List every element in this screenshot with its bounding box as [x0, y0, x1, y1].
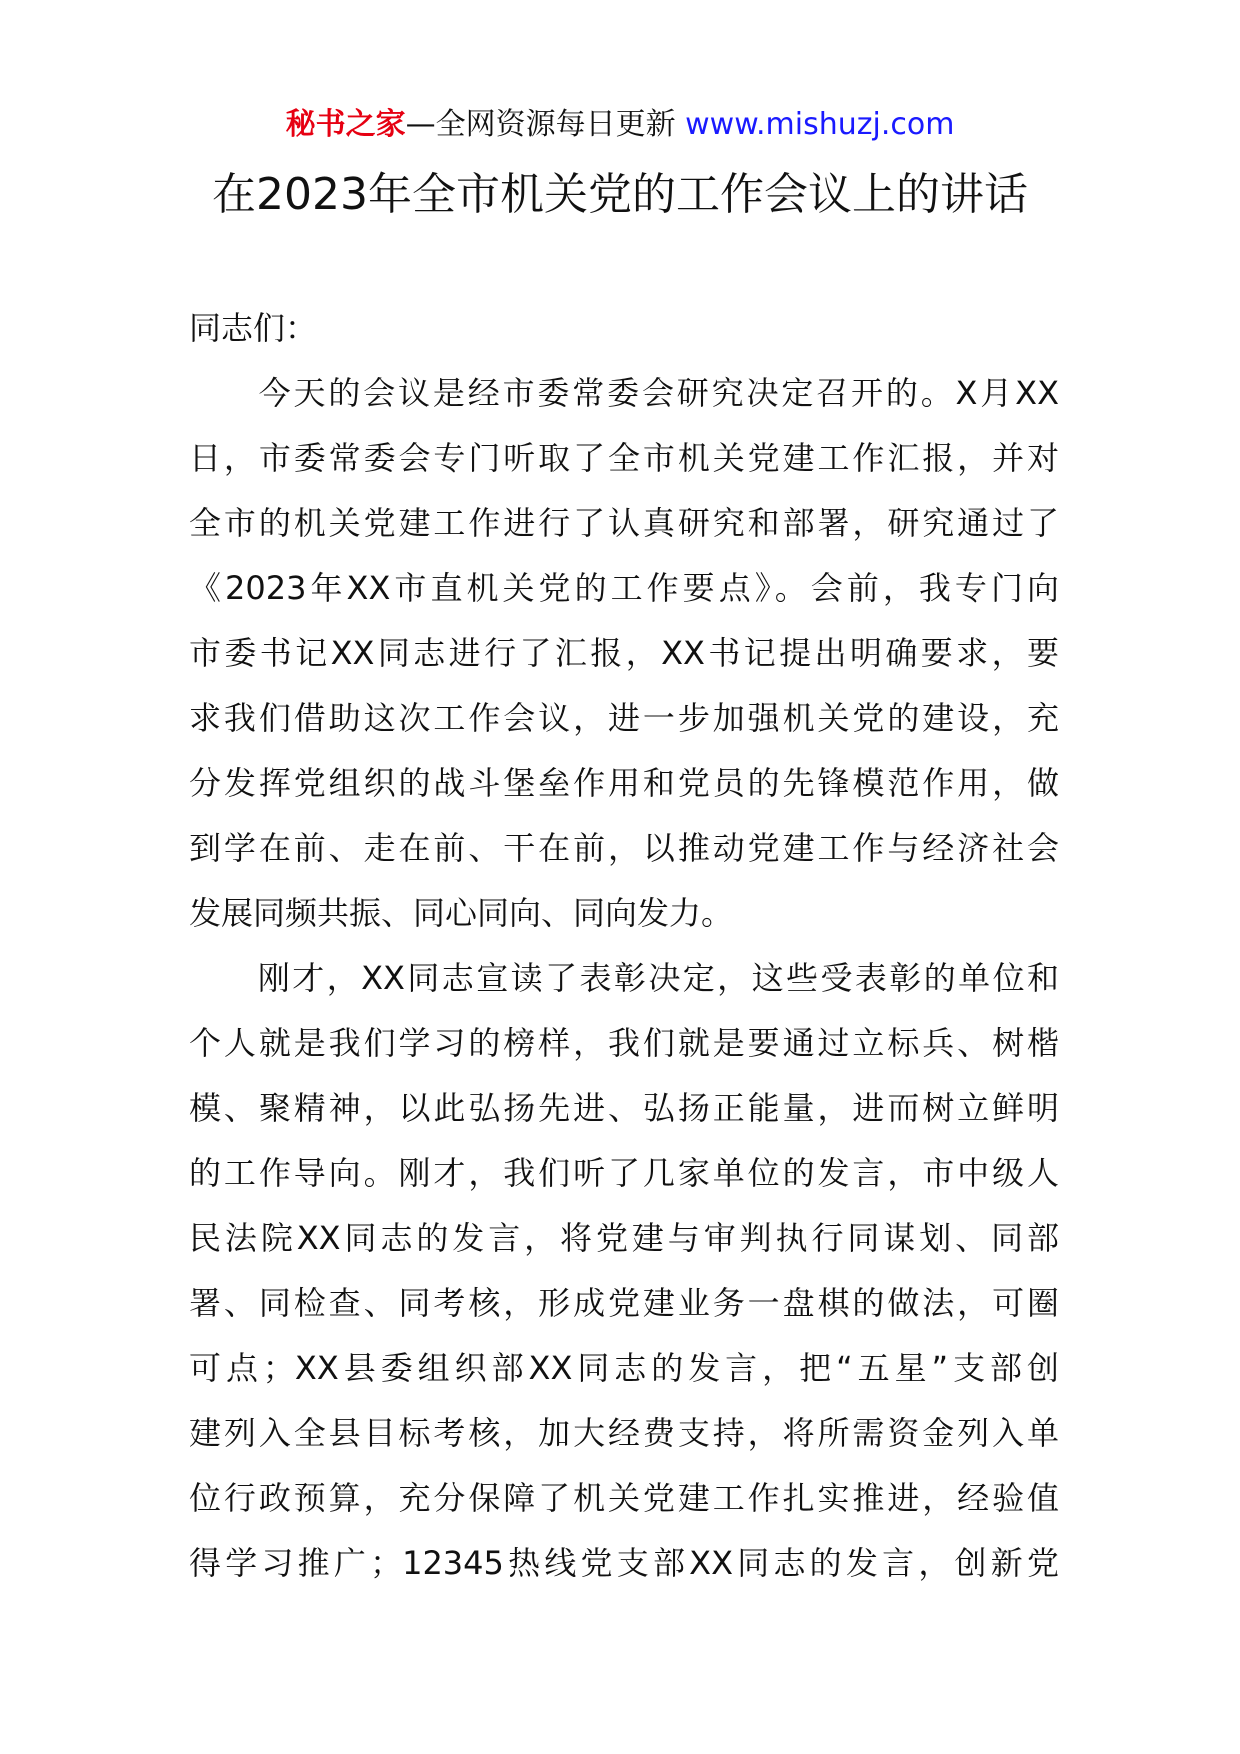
- brand-name: 秘书之家: [285, 107, 406, 142]
- text-line: 刚才，XX同志宣读了表彰决定，这些受表彰的单位和: [189, 959, 1059, 997]
- text-line: 的工作导向。刚才，我们听了几家单位的发言，市中级人: [189, 1154, 1059, 1192]
- text-line: 发展同频共振、同心同向、同向发力。: [189, 894, 734, 932]
- header-tagline: —全网资源每日更新: [405, 107, 686, 142]
- text-line: 到学在前、走在前、干在前，以推动党建工作与经济社会: [189, 829, 1059, 867]
- document-title: 在2023年全市机关党的工作会议上的讲话: [212, 169, 1028, 220]
- text-line: 市委书记XX同志进行了汇报，XX书记提出明确要求，要: [189, 634, 1059, 672]
- text-line: 模、聚精神，以此弘扬先进、弘扬正能量，进而树立鲜明: [189, 1089, 1059, 1127]
- text-line: 日，市委常委会专门听取了全市机关党建工作汇报，并对: [189, 439, 1059, 477]
- text-line: 全市的机关党建工作进行了认真研究和部署，研究通过了: [189, 504, 1059, 542]
- text-line: 《2023年XX市直机关党的工作要点》。会前，我专门向: [189, 569, 1059, 607]
- paragraph-1: [189, 361, 1059, 946]
- text-line: 署、同检查、同考核，形成党建业务一盘棋的做法，可圈: [189, 1284, 1059, 1322]
- text-line: 求我们借助这次工作会议，进一步加强机关党的建设，充: [189, 699, 1059, 737]
- text-line: 得学习推广；12345热线党支部XX同志的发言，创新党: [189, 1544, 1059, 1582]
- text-line: 可点；XX县委组织部XX同志的发言，把“五星”支部创: [189, 1349, 1059, 1387]
- text-line: 民法院XX同志的发言，将党建与审判执行同谋划、同部: [189, 1219, 1059, 1257]
- text-line: 分发挥党组织的战斗堡垒作用和党员的先锋模范作用，做: [189, 764, 1059, 802]
- text-line: 建列入全县目标考核，加大经费支持，将所需资金列入单: [189, 1414, 1059, 1452]
- paragraph-2: [189, 946, 1059, 1596]
- site-header: [0, 100, 1240, 150]
- site-url: www.mishuzj.com: [685, 107, 955, 142]
- text-line: 个人就是我们学习的榜样，我们就是要通过立标兵、树楷: [189, 1024, 1059, 1062]
- text-line: 位行政预算，充分保障了机关党建工作扎实推进，经验值: [189, 1479, 1059, 1517]
- document-body: [189, 296, 1059, 1596]
- greeting: 同志们：: [189, 309, 318, 347]
- text-line: 今天的会议是经市委常委会研究决定召开的。X月XX: [189, 374, 1059, 412]
